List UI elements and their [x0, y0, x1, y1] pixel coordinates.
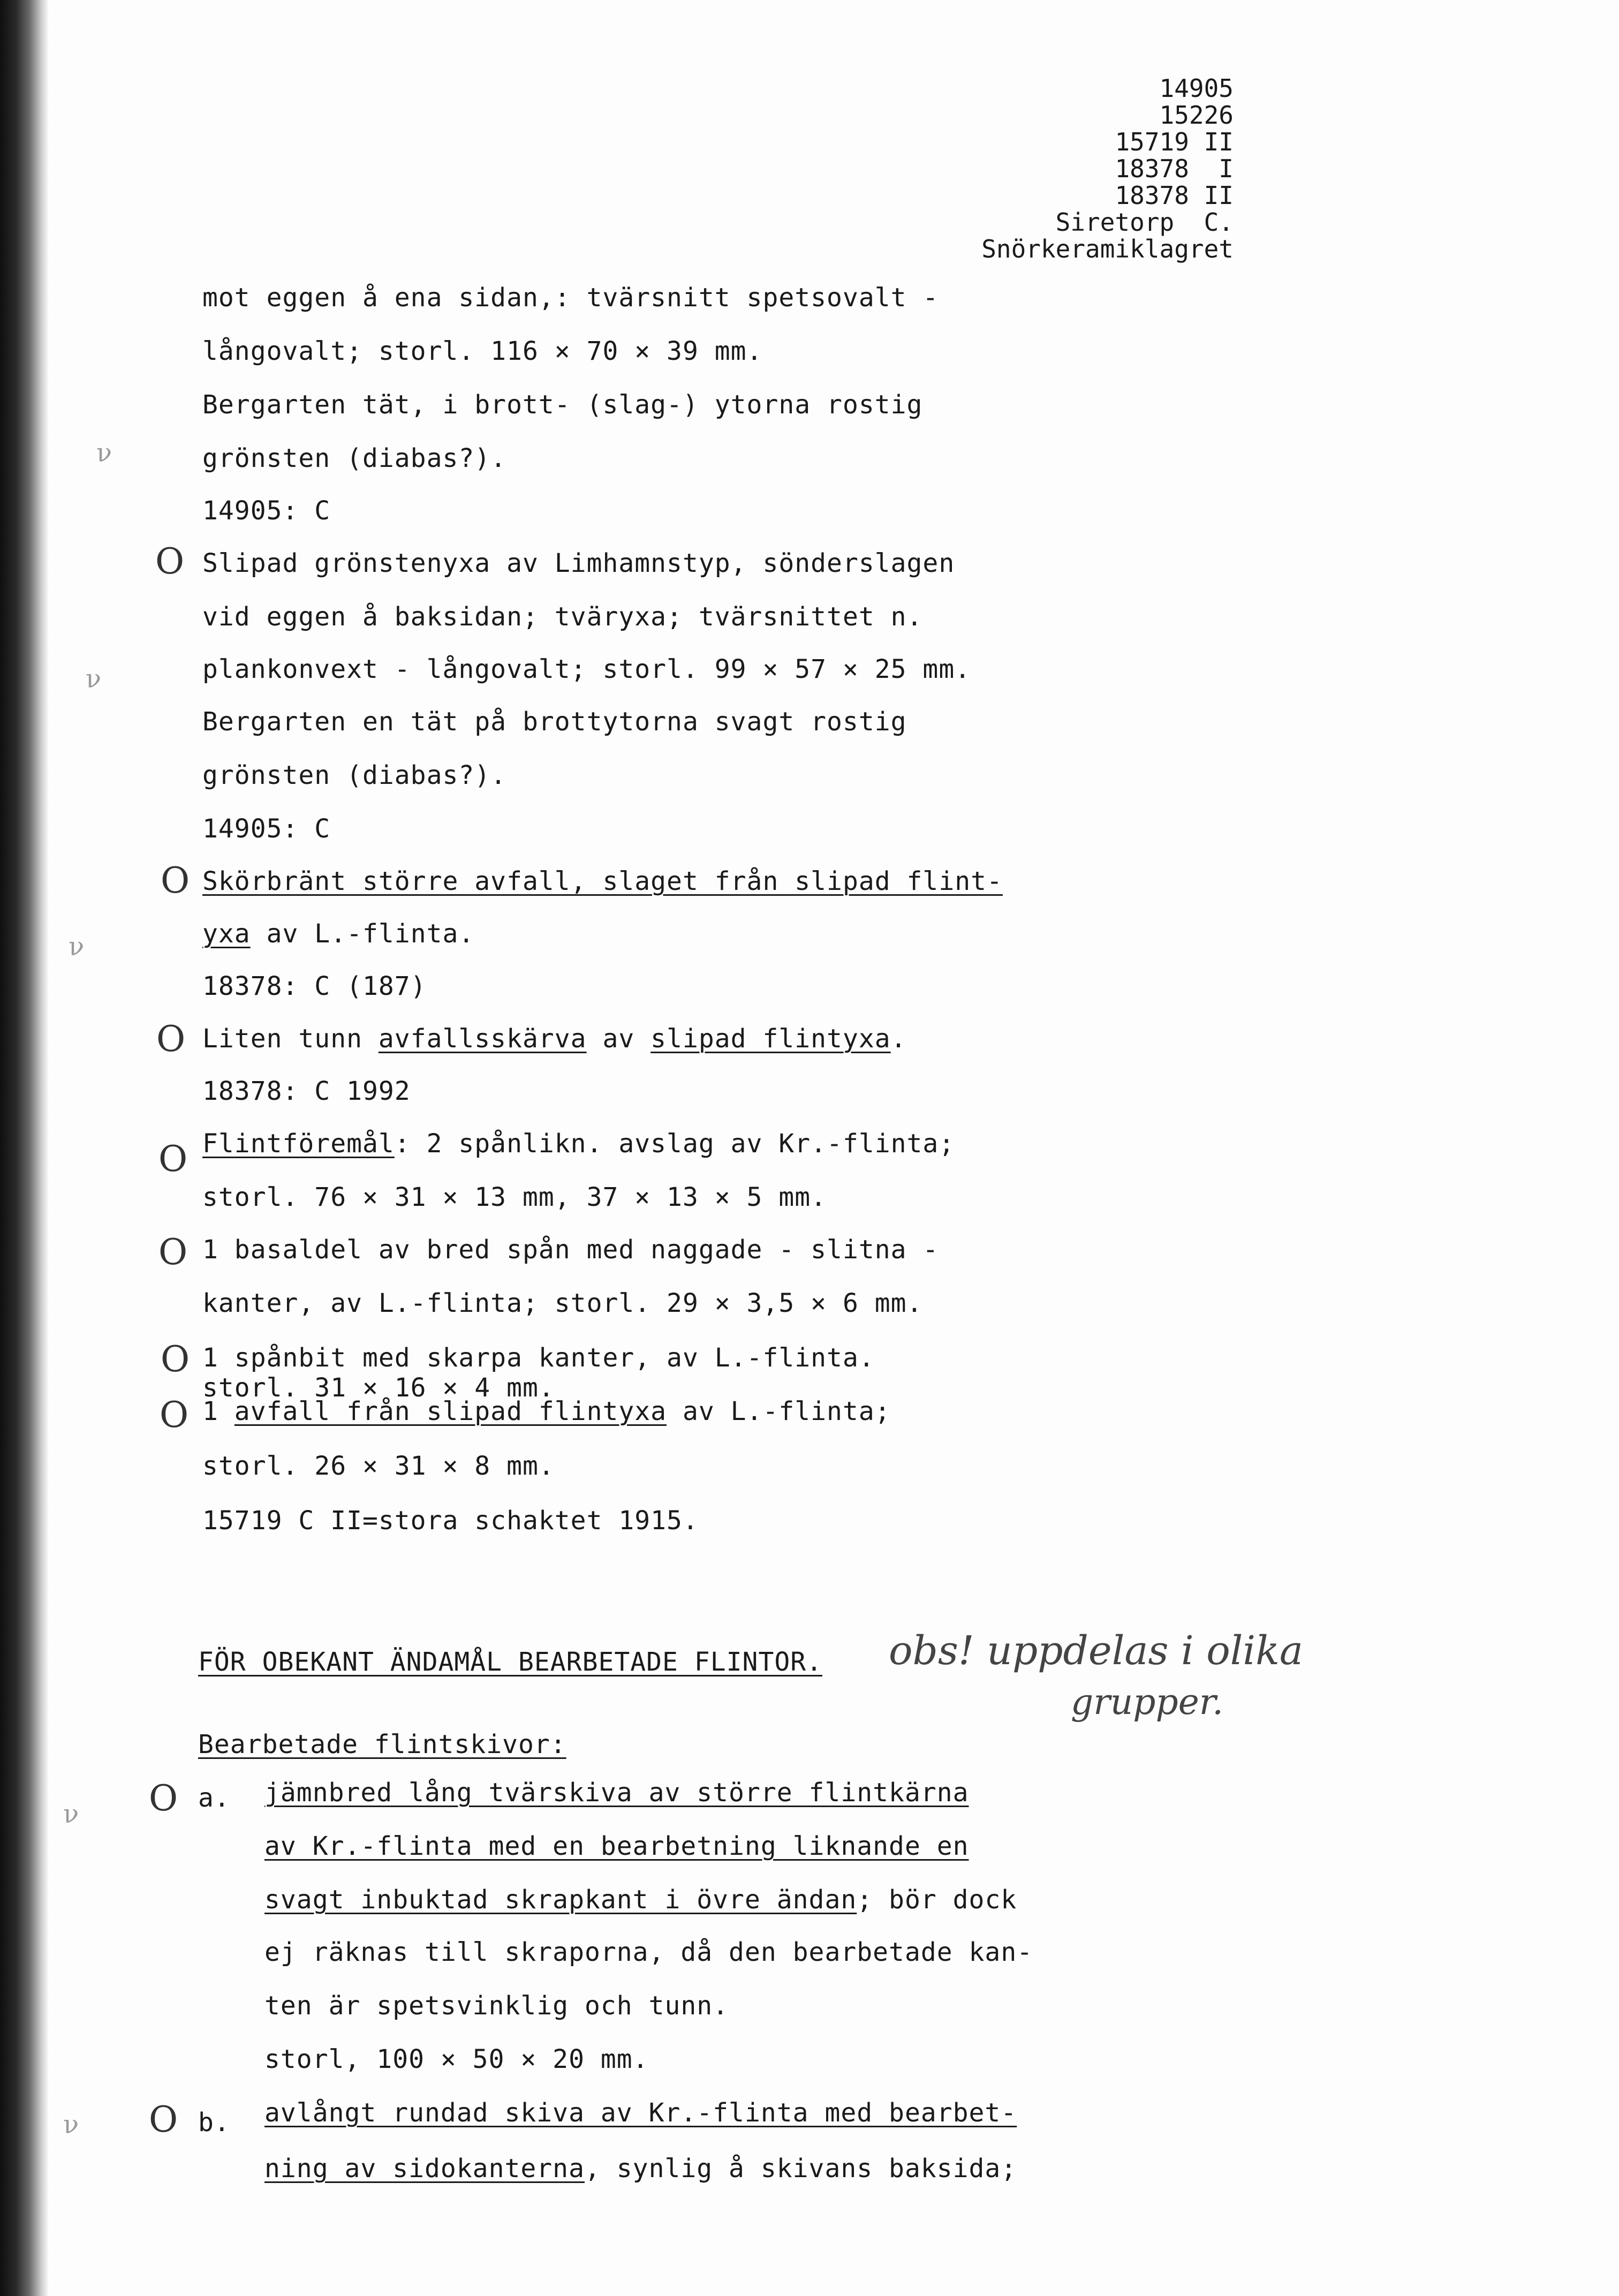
underlined-term: svagt inbuktad skrapkant i övre ändan	[264, 1885, 857, 1915]
text-line: Bergarten tät, i brott- (slag-) ytorna rostig	[202, 390, 923, 420]
underlined-term: avfall från slipad flintyxa	[234, 1396, 667, 1426]
text-line: ej räknas till skraporna, då den bearbetade kan-	[264, 1937, 1033, 1967]
text-line	[202, 1024, 907, 1054]
text-line	[264, 2154, 1017, 2184]
header-ref-line: 18378 II	[1115, 181, 1234, 210]
text-line: storl, 100 × 50 × 20 mm.	[264, 2044, 649, 2074]
text-line	[202, 919, 474, 949]
circle-mark: O	[161, 1339, 190, 1380]
text-line-underlined: jämnbred lång tvärskiva av större flintkärna	[264, 1778, 969, 1808]
text-line: 14905: C	[202, 814, 331, 844]
text-segment: .	[890, 1024, 907, 1054]
text-line: 18378: C (187)	[202, 971, 427, 1001]
text-line-underlined: avlångt rundad skiva av Kr.-flinta med bearbet-	[264, 2098, 1017, 2128]
text-line: mot eggen å ena sidan,: tvärsnitt spetsovalt -	[202, 283, 939, 313]
underlined-term: slipad flintyxa	[650, 1024, 891, 1054]
text-line: 18378: C 1992	[202, 1076, 411, 1106]
text-line: grönsten (diabas?).	[202, 443, 507, 473]
header-ref-line: 15719 II	[1115, 127, 1234, 156]
handwritten-note-line: obs! uppdelas i olika	[889, 1628, 1304, 1674]
text-segment: av	[586, 1024, 651, 1054]
text-segment: av L.-flinta;	[667, 1396, 891, 1426]
circle-mark: O	[149, 2099, 178, 2140]
item-label: a.	[198, 1783, 230, 1813]
header-ref-line: 15226	[1159, 101, 1234, 130]
circle-mark: O	[149, 1778, 178, 1819]
text-line: Slipad grönstenyxa av Limhamnstyp, sönderslagen	[202, 548, 955, 578]
text-line: kanter, av L.-flinta; storl. 29 × 3,5 × 6 mm.	[202, 1288, 923, 1318]
text-line: vid eggen å baksidan; tväryxa; tvärsnittet n.	[202, 602, 923, 632]
text-line: plankonvext - långovalt; storl. 99 × 57 × 25 mm.	[202, 654, 971, 684]
text-line-underlined: av Kr.-flinta med en bearbetning liknande en	[264, 1831, 969, 1861]
text-line	[264, 1885, 1017, 1915]
item-label: b.	[198, 2108, 230, 2138]
section-title: FÖR OBEKANT ÄNDAMÅL BEARBETADE FLINTOR.	[198, 1647, 823, 1677]
text-line: 1 basaldel av bred spån med naggade - slitna -	[202, 1235, 939, 1265]
text-line: ten är spetsvinklig och tunn.	[264, 1991, 729, 2021]
text-line: 1 spånbit med skarpa kanter, av L.-flinta.	[202, 1343, 875, 1373]
text-line	[202, 1396, 891, 1426]
underlined-term: Flintföremål	[202, 1129, 395, 1159]
circle-mark: O	[160, 1394, 189, 1436]
header-ref-line: Snörkeramiklagret	[981, 235, 1234, 263]
text-segment: av L.-flinta.	[250, 919, 475, 949]
tick-mark: ν	[69, 932, 85, 962]
text-line: Bergarten en tät på brottytorna svagt rostig	[202, 707, 907, 737]
circle-mark: O	[158, 1138, 188, 1180]
tick-mark: ν	[86, 664, 102, 694]
circle-mark: O	[161, 860, 190, 901]
text-line: långovalt; storl. 116 × 70 × 39 mm.	[202, 336, 763, 366]
header-ref-line: 14905	[1159, 74, 1234, 103]
header-ref-line: 18378 I	[1115, 154, 1234, 183]
text-segment: ; bör dock	[857, 1885, 1017, 1915]
text-segment: , synlig å skivans baksida;	[584, 2154, 1017, 2184]
text-line: grönsten (diabas?).	[202, 760, 507, 790]
tick-mark: ν	[96, 438, 112, 468]
scan-binding-edge	[0, 0, 49, 2296]
subsection-title: Bearbetade flintskivor:	[198, 1729, 566, 1759]
underlined-term: yxa	[202, 919, 251, 949]
circle-mark: O	[158, 1232, 188, 1273]
header-ref-line: Siretorp C.	[1055, 208, 1234, 237]
text-line-underlined: Skörbränt större avfall, slaget från slipad flint-	[202, 866, 1003, 896]
text-segment: 1	[202, 1396, 234, 1426]
handwritten-note-line: grupper.	[1071, 1681, 1224, 1723]
circle-mark: O	[156, 1018, 186, 1060]
text-segment: Liten tunn	[202, 1024, 379, 1054]
text-line: storl. 26 × 31 × 8 mm.	[202, 1451, 555, 1481]
text-line: storl. 76 × 31 × 13 mm, 37 × 13 × 5 mm.	[202, 1182, 827, 1212]
text-line: 15719 C II=stora schaktet 1915.	[202, 1506, 699, 1536]
underlined-term: avfallsskärva	[378, 1024, 587, 1054]
header-reference-block	[981, 75, 1234, 262]
text-line: storl. 31 × 16 × 4 mm.	[202, 1373, 555, 1403]
underlined-term: ning av sidokanterna	[264, 2154, 585, 2184]
tick-mark: ν	[63, 1799, 79, 1829]
circle-mark: O	[155, 541, 185, 582]
tick-mark: ν	[63, 2110, 79, 2140]
text-segment: : 2 spånlikn. avslag av Kr.-flinta;	[394, 1129, 955, 1159]
text-line: 14905: C	[202, 496, 331, 526]
text-line	[202, 1129, 955, 1159]
